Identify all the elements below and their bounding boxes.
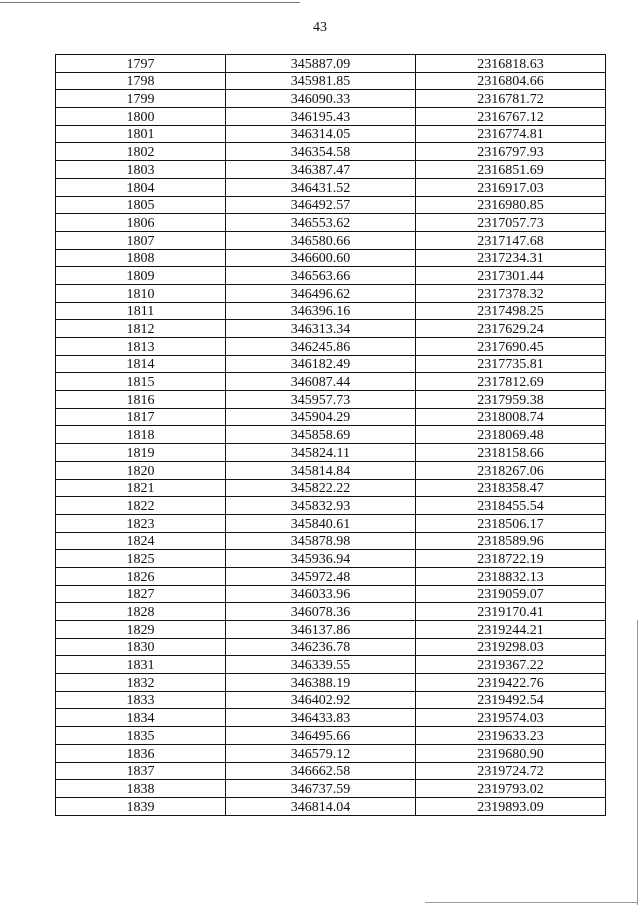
y-coordinate-cell: 2316980.85 bbox=[416, 196, 606, 214]
x-coordinate-cell: 345822.22 bbox=[226, 479, 416, 497]
x-coordinate-cell: 345972.48 bbox=[226, 567, 416, 585]
point-number-cell: 1801 bbox=[56, 125, 226, 143]
y-coordinate-cell: 2316797.93 bbox=[416, 143, 606, 161]
x-coordinate-cell: 345957.73 bbox=[226, 391, 416, 409]
x-coordinate-cell: 346579.12 bbox=[226, 744, 416, 762]
y-coordinate-cell: 2318589.96 bbox=[416, 532, 606, 550]
table-row bbox=[56, 444, 606, 462]
table-row bbox=[56, 143, 606, 161]
point-number-cell: 1824 bbox=[56, 532, 226, 550]
point-number-cell: 1825 bbox=[56, 550, 226, 568]
y-coordinate-cell: 2317378.32 bbox=[416, 284, 606, 302]
point-number-cell: 1816 bbox=[56, 391, 226, 409]
table-row bbox=[56, 284, 606, 302]
y-coordinate-cell: 2318506.17 bbox=[416, 514, 606, 532]
x-coordinate-cell: 346563.66 bbox=[226, 267, 416, 285]
x-coordinate-cell: 345878.98 bbox=[226, 532, 416, 550]
x-coordinate-cell: 346387.47 bbox=[226, 161, 416, 179]
y-coordinate-cell: 2318008.74 bbox=[416, 408, 606, 426]
x-coordinate-cell: 346314.05 bbox=[226, 125, 416, 143]
x-coordinate-cell: 346492.57 bbox=[226, 196, 416, 214]
table-row bbox=[56, 178, 606, 196]
point-number-cell: 1812 bbox=[56, 320, 226, 338]
x-coordinate-cell: 346182.49 bbox=[226, 355, 416, 373]
point-number-cell: 1820 bbox=[56, 461, 226, 479]
table-row bbox=[56, 426, 606, 444]
table-row bbox=[56, 125, 606, 143]
point-number-cell: 1798 bbox=[56, 72, 226, 90]
x-coordinate-cell: 346402.92 bbox=[226, 691, 416, 709]
y-coordinate-cell: 2319059.07 bbox=[416, 585, 606, 603]
y-coordinate-cell: 2318832.13 bbox=[416, 567, 606, 585]
point-number-cell: 1817 bbox=[56, 408, 226, 426]
x-coordinate-cell: 346245.86 bbox=[226, 338, 416, 356]
y-coordinate-cell: 2318158.66 bbox=[416, 444, 606, 462]
y-coordinate-cell: 2316917.03 bbox=[416, 178, 606, 196]
x-coordinate-cell: 346600.60 bbox=[226, 249, 416, 267]
y-coordinate-cell: 2317959.38 bbox=[416, 391, 606, 409]
table-row bbox=[56, 603, 606, 621]
table-row bbox=[56, 674, 606, 692]
point-number-cell: 1839 bbox=[56, 797, 226, 815]
table-row bbox=[56, 320, 606, 338]
table-row bbox=[56, 567, 606, 585]
point-number-cell: 1811 bbox=[56, 302, 226, 320]
y-coordinate-cell: 2319422.76 bbox=[416, 674, 606, 692]
y-coordinate-cell: 2317234.31 bbox=[416, 249, 606, 267]
x-coordinate-cell: 346580.66 bbox=[226, 231, 416, 249]
point-number-cell: 1822 bbox=[56, 497, 226, 515]
x-coordinate-cell: 346431.52 bbox=[226, 178, 416, 196]
x-coordinate-cell: 346313.34 bbox=[226, 320, 416, 338]
table-row bbox=[56, 108, 606, 126]
x-coordinate-cell: 346553.62 bbox=[226, 214, 416, 232]
y-coordinate-cell: 2317498.25 bbox=[416, 302, 606, 320]
x-coordinate-cell: 346396.16 bbox=[226, 302, 416, 320]
table-row bbox=[56, 214, 606, 232]
y-coordinate-cell: 2318455.54 bbox=[416, 497, 606, 515]
table-row bbox=[56, 762, 606, 780]
x-coordinate-cell: 346087.44 bbox=[226, 373, 416, 391]
table-row bbox=[56, 338, 606, 356]
x-coordinate-cell: 345904.29 bbox=[226, 408, 416, 426]
y-coordinate-cell: 2319574.03 bbox=[416, 709, 606, 727]
table-row bbox=[56, 267, 606, 285]
point-number-cell: 1834 bbox=[56, 709, 226, 727]
point-number-cell: 1802 bbox=[56, 143, 226, 161]
table-row bbox=[56, 550, 606, 568]
table-row bbox=[56, 355, 606, 373]
y-coordinate-cell: 2317057.73 bbox=[416, 214, 606, 232]
scan-edge-right bbox=[637, 620, 638, 905]
coordinates-table-body bbox=[56, 55, 606, 816]
y-coordinate-cell: 2317690.45 bbox=[416, 338, 606, 356]
table-row bbox=[56, 249, 606, 267]
x-coordinate-cell: 345832.93 bbox=[226, 497, 416, 515]
y-coordinate-cell: 2316774.81 bbox=[416, 125, 606, 143]
y-coordinate-cell: 2319680.90 bbox=[416, 744, 606, 762]
point-number-cell: 1809 bbox=[56, 267, 226, 285]
y-coordinate-cell: 2319367.22 bbox=[416, 656, 606, 674]
x-coordinate-cell: 346495.66 bbox=[226, 727, 416, 745]
table-row bbox=[56, 514, 606, 532]
table-row bbox=[56, 302, 606, 320]
table-row bbox=[56, 479, 606, 497]
x-coordinate-cell: 345887.09 bbox=[226, 55, 416, 73]
point-number-cell: 1819 bbox=[56, 444, 226, 462]
y-coordinate-cell: 2319724.72 bbox=[416, 762, 606, 780]
x-coordinate-cell: 346339.55 bbox=[226, 656, 416, 674]
table-row bbox=[56, 90, 606, 108]
x-coordinate-cell: 345824.11 bbox=[226, 444, 416, 462]
y-coordinate-cell: 2319170.41 bbox=[416, 603, 606, 621]
table-row bbox=[56, 231, 606, 249]
point-number-cell: 1831 bbox=[56, 656, 226, 674]
top-rule bbox=[0, 2, 300, 3]
y-coordinate-cell: 2316804.66 bbox=[416, 72, 606, 90]
point-number-cell: 1829 bbox=[56, 621, 226, 639]
y-coordinate-cell: 2317147.68 bbox=[416, 231, 606, 249]
y-coordinate-cell: 2319298.03 bbox=[416, 638, 606, 656]
x-coordinate-cell: 345858.69 bbox=[226, 426, 416, 444]
y-coordinate-cell: 2316851.69 bbox=[416, 161, 606, 179]
x-coordinate-cell: 346236.78 bbox=[226, 638, 416, 656]
x-coordinate-cell: 346433.83 bbox=[226, 709, 416, 727]
table-row bbox=[56, 656, 606, 674]
x-coordinate-cell: 345840.61 bbox=[226, 514, 416, 532]
point-number-cell: 1808 bbox=[56, 249, 226, 267]
table-row bbox=[56, 780, 606, 798]
page-number: 43 bbox=[313, 20, 327, 35]
point-number-cell: 1830 bbox=[56, 638, 226, 656]
x-coordinate-cell: 346137.86 bbox=[226, 621, 416, 639]
y-coordinate-cell: 2318267.06 bbox=[416, 461, 606, 479]
point-number-cell: 1804 bbox=[56, 178, 226, 196]
y-coordinate-cell: 2317812.69 bbox=[416, 373, 606, 391]
table-row bbox=[56, 621, 606, 639]
point-number-cell: 1828 bbox=[56, 603, 226, 621]
y-coordinate-cell: 2316818.63 bbox=[416, 55, 606, 73]
table-row bbox=[56, 391, 606, 409]
table-row bbox=[56, 72, 606, 90]
x-coordinate-cell: 345981.85 bbox=[226, 72, 416, 90]
y-coordinate-cell: 2316767.12 bbox=[416, 108, 606, 126]
table-row bbox=[56, 638, 606, 656]
point-number-cell: 1823 bbox=[56, 514, 226, 532]
point-number-cell: 1800 bbox=[56, 108, 226, 126]
point-number-cell: 1827 bbox=[56, 585, 226, 603]
table-row bbox=[56, 497, 606, 515]
table-row bbox=[56, 585, 606, 603]
point-number-cell: 1837 bbox=[56, 762, 226, 780]
point-number-cell: 1833 bbox=[56, 691, 226, 709]
point-number-cell: 1807 bbox=[56, 231, 226, 249]
point-number-cell: 1832 bbox=[56, 674, 226, 692]
y-coordinate-cell: 2317629.24 bbox=[416, 320, 606, 338]
point-number-cell: 1813 bbox=[56, 338, 226, 356]
point-number-cell: 1836 bbox=[56, 744, 226, 762]
x-coordinate-cell: 346388.19 bbox=[226, 674, 416, 692]
x-coordinate-cell: 346354.58 bbox=[226, 143, 416, 161]
point-number-cell: 1814 bbox=[56, 355, 226, 373]
table-row bbox=[56, 373, 606, 391]
point-number-cell: 1815 bbox=[56, 373, 226, 391]
y-coordinate-cell: 2318358.47 bbox=[416, 479, 606, 497]
y-coordinate-cell: 2317735.81 bbox=[416, 355, 606, 373]
point-number-cell: 1803 bbox=[56, 161, 226, 179]
table-row bbox=[56, 55, 606, 73]
y-coordinate-cell: 2319633.23 bbox=[416, 727, 606, 745]
point-number-cell: 1805 bbox=[56, 196, 226, 214]
x-coordinate-cell: 346737.59 bbox=[226, 780, 416, 798]
point-number-cell: 1821 bbox=[56, 479, 226, 497]
point-number-cell: 1835 bbox=[56, 727, 226, 745]
table-row bbox=[56, 532, 606, 550]
table-row bbox=[56, 727, 606, 745]
y-coordinate-cell: 2319893.09 bbox=[416, 797, 606, 815]
y-coordinate-cell: 2319492.54 bbox=[416, 691, 606, 709]
point-number-cell: 1810 bbox=[56, 284, 226, 302]
x-coordinate-cell: 345936.94 bbox=[226, 550, 416, 568]
table-row bbox=[56, 408, 606, 426]
table-row bbox=[56, 709, 606, 727]
point-number-cell: 1797 bbox=[56, 55, 226, 73]
x-coordinate-cell: 346814.04 bbox=[226, 797, 416, 815]
point-number-cell: 1806 bbox=[56, 214, 226, 232]
table-row bbox=[56, 797, 606, 815]
y-coordinate-cell: 2318069.48 bbox=[416, 426, 606, 444]
x-coordinate-cell: 346496.62 bbox=[226, 284, 416, 302]
x-coordinate-cell: 345814.84 bbox=[226, 461, 416, 479]
table-row bbox=[56, 691, 606, 709]
y-coordinate-cell: 2316781.72 bbox=[416, 90, 606, 108]
y-coordinate-cell: 2319244.21 bbox=[416, 621, 606, 639]
point-number-cell: 1818 bbox=[56, 426, 226, 444]
x-coordinate-cell: 346078.36 bbox=[226, 603, 416, 621]
y-coordinate-cell: 2317301.44 bbox=[416, 267, 606, 285]
x-coordinate-cell: 346033.96 bbox=[226, 585, 416, 603]
table-row bbox=[56, 196, 606, 214]
y-coordinate-cell: 2319793.02 bbox=[416, 780, 606, 798]
point-number-cell: 1838 bbox=[56, 780, 226, 798]
x-coordinate-cell: 346195.43 bbox=[226, 108, 416, 126]
x-coordinate-cell: 346090.33 bbox=[226, 90, 416, 108]
table-row bbox=[56, 744, 606, 762]
y-coordinate-cell: 2318722.19 bbox=[416, 550, 606, 568]
point-number-cell: 1826 bbox=[56, 567, 226, 585]
x-coordinate-cell: 346662.58 bbox=[226, 762, 416, 780]
point-number-cell: 1799 bbox=[56, 90, 226, 108]
coordinates-table bbox=[55, 54, 606, 816]
table-row bbox=[56, 461, 606, 479]
scan-edge-bottom bbox=[425, 902, 638, 903]
table-row bbox=[56, 161, 606, 179]
